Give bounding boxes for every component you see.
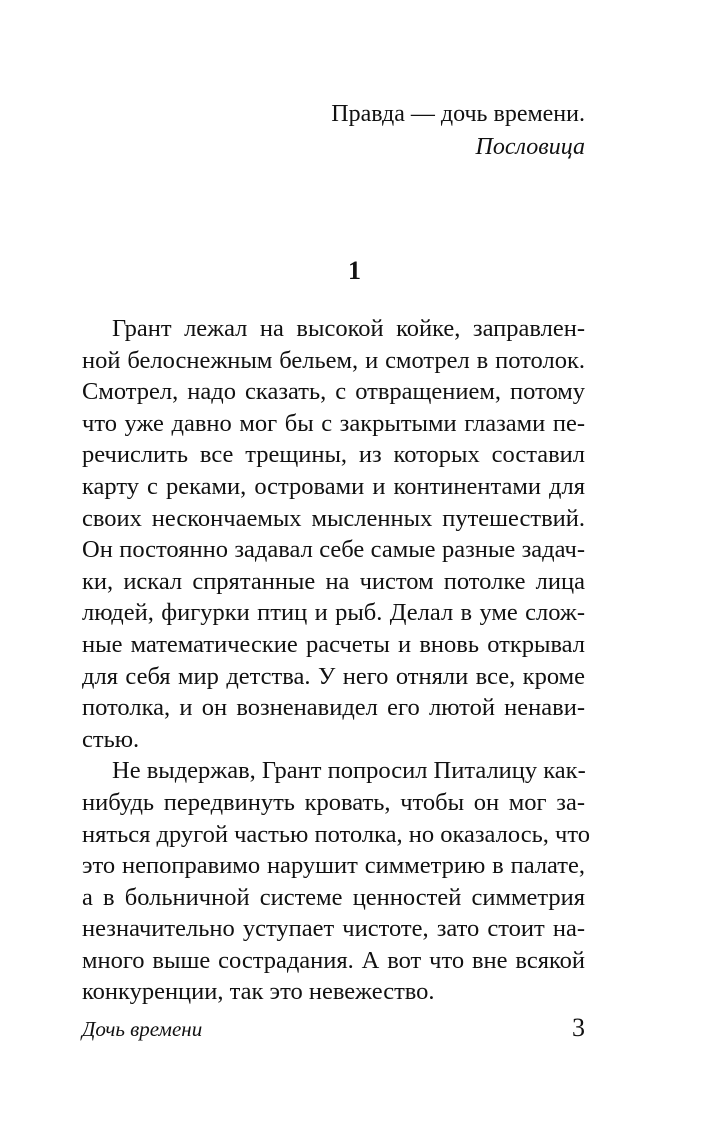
text-line: няться другой частью потолка, но оказалось, что: [82, 820, 590, 848]
chapter-body: [82, 313, 590, 1008]
text-line: ки, искал спрятанные на чистом потолке лица: [82, 567, 585, 595]
text-line: нибудь передвинуть кровать, чтобы он мог за-: [82, 788, 585, 816]
text-line: своих нескончаемых мысленных путешествий.: [82, 504, 585, 532]
text-line: ные математические расчеты и вновь открывал: [82, 630, 585, 658]
text-line: людей, фигурки птиц и рыб. Делал в уме слож-: [82, 599, 585, 627]
epigraph: [331, 98, 585, 164]
text-line: Смотрел, надо сказать, с отвращением, потому: [82, 378, 585, 406]
page-number: 3: [572, 1013, 585, 1042]
text-line: незначительно уступает чистоте, зато стоит на-: [82, 915, 585, 943]
paragraph: [82, 755, 590, 1008]
chapter-number: 1: [348, 256, 361, 285]
running-footer-title: Дочь времени: [82, 1017, 203, 1041]
text-line: для себя мир детства. У него отняли все, кроме: [82, 662, 585, 690]
epigraph-quote: Правда — дочь времени.: [331, 101, 585, 127]
text-line: а в больничной системе ценностей симметрия: [82, 883, 585, 911]
text-line: это непоправимо нарушит симметрию в палате,: [82, 852, 585, 880]
text-line: ной белоснежным бельем, и смотрел в потолок.: [82, 346, 585, 374]
text-line: Не выдержав, Грант попросил Питалицу как-: [112, 757, 586, 785]
paragraph: [82, 313, 585, 755]
text-line: потолка, и он возненавидел его лютой ненави-: [82, 694, 585, 722]
text-line: конкуренции, так это невежество.: [82, 978, 435, 1006]
text-line: Грант лежал на высокой койке, заправлен-: [112, 315, 585, 342]
epigraph-source: Пословица: [475, 134, 585, 160]
text-line: речислить все трещины, из которых составил: [82, 441, 585, 469]
text-line: карту с реками, островами и континентами для: [82, 472, 585, 500]
text-line: стью.: [82, 725, 140, 753]
text-line: что уже давно мог бы с закрытыми глазами пе-: [82, 409, 585, 437]
text-line: много выше сострадания. А вот что вне всякой: [82, 946, 585, 974]
text-line: Он постоянно задавал себе самые разные задач-: [82, 536, 585, 564]
